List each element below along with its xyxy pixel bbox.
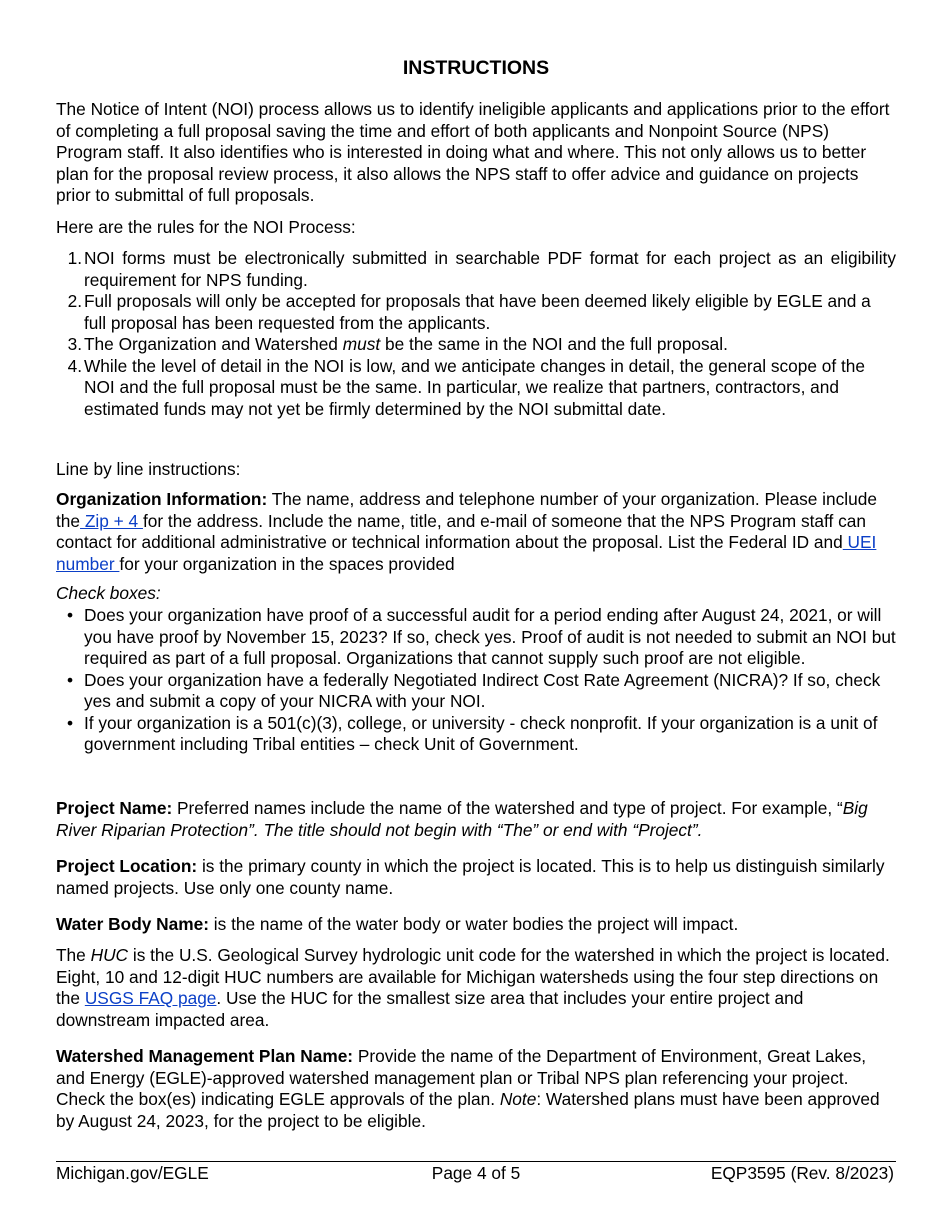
bullet-icon: • — [67, 669, 74, 690]
page-footer — [56, 1161, 896, 1183]
footer-page-number: Page 4 of 5 — [431, 1163, 521, 1183]
page-title: INSTRUCTIONS — [402, 57, 550, 79]
check-boxes-list — [56, 605, 896, 756]
check-box-text: Does your organization have proof of a successful audit for a period ending after August 24, 2021, or will you have proof by November 15, 2023? If so, check yes. Proof of audit is not needed to submit an NOI but required as part of a full proposal. Organizations that cannot supply such proof are not eligible. — [84, 605, 896, 668]
check-box-item — [56, 605, 896, 670]
project-location-paragraph: Project Location: is the primary county in which the project is located. This is to help us distinguish similarly named projects. Use only one county name. — [56, 856, 885, 898]
check-box-text: Does your organization have a federally Negotiated Indirect Cost Rate Agreement (NICRA)? If so, check yes and submit a copy of your NICRA with your NOI. — [84, 669, 881, 711]
organization-info-label: Organization Information: — [56, 489, 268, 509]
huc-paragraph: The HUC is the U.S. Geological Survey hydrologic unit code for the watershed in which the project is located. Eight, 10 and 12-digit HUC numbers are available for Michigan watersheds using the four step directions on the USGS FAQ page. Use the HUC for the smallest size area that includes your entire project and downstream impacted area. — [56, 945, 890, 1030]
rules-list — [56, 248, 896, 420]
zip-plus-4-link[interactable]: Zip + 4 — [80, 510, 143, 531]
watershed-plan-paragraph: Watershed Management Plan Name: Provide the name of the Department of Environment, Great Lakes, and Energy (EGLE)-approved watershed management plan or Tribal NPS plan referencing your project. Check the box(es) indicating EGLE approvals of the plan. Note: Watershed plans must have been approved by August 24, 2023, for the project to be eligible. — [56, 1046, 880, 1131]
bullet-icon: • — [67, 712, 74, 733]
must-emphasis: must — [342, 334, 381, 354]
rule-text: Full proposals will only be accepted for proposals that have been deemed likely eligible by EGLE and a full proposal has been requested from the applicants. — [84, 291, 871, 333]
organization-info-paragraph: Organization Information: The name, address and telephone number of your organization. Please include the Zip + 4 for the address. Include the name, title, and e-mail of someone that the NPS Program staff can contact for additional administrative or technical information about the proposal. List the Federal ID and UEI number for your organization in the spaces provided — [56, 489, 877, 574]
line-by-line-heading: Line by line instructions: — [56, 459, 241, 479]
rule-number: 1. — [67, 248, 82, 268]
check-box-item — [56, 713, 896, 756]
intro-paragraph: The Notice of Intent (NOI) process allows us to identify ineligible applicants and applications prior to the effort of completing a full proposal saving the time and effort of both applicants and Nonpoint Source (NPS) Program staff. It also identifies who is interested in doing what and where. This not only allows us to better plan for the proposal review process, it also allows the NPS staff to offer advice and guidance on projects prior to submittal of full proposals. — [56, 99, 890, 205]
rule-number: 3. — [67, 334, 82, 354]
uei-number-link[interactable]: UEI number — [56, 532, 877, 574]
note-label: Note — [499, 1089, 537, 1109]
footer-website: Michigan.gov/EGLE — [56, 1163, 209, 1183]
water-body-label: Water Body Name: — [56, 914, 209, 934]
check-box-text: If your organization is a 501(c)(3), college, or university - check nonprofit. If your organization is a unit of government including Tribal entities – check Unit of Government. — [84, 712, 878, 754]
rule-item — [56, 248, 896, 291]
rule-item — [56, 356, 896, 421]
rule-item — [56, 291, 896, 334]
project-location-label: Project Location: — [56, 856, 198, 876]
bullet-icon: • — [67, 605, 74, 625]
check-boxes-heading: Check boxes: — [56, 583, 161, 603]
water-body-paragraph: Water Body Name: is the name of the water body or water bodies the project will impact. — [56, 914, 739, 934]
footer-form-id: EQP3595 (Rev. 8/2023) — [710, 1163, 894, 1183]
rule-text: NOI forms must be electronically submitted in searchable PDF format for each project as an eligibility requirement for NPS funding. — [84, 248, 896, 290]
watershed-plan-label: Watershed Management Plan Name: — [56, 1046, 354, 1066]
rule-item — [56, 334, 896, 356]
rule-number: 2. — [67, 291, 82, 311]
project-name-paragraph: Project Name: Preferred names include the name of the watershed and type of project. For example, “Big River Riparian Protection”. The title should not begin with “The” or end with “Project”. — [56, 798, 868, 840]
check-box-item — [56, 670, 896, 713]
usgs-faq-link[interactable]: USGS FAQ page — [84, 988, 217, 1008]
rule-text: While the level of detail in the NOI is low, and we anticipate changes in detail, the general scope of the NOI and the full proposal must be the same. In particular, we realize that partners, contractors, and estimated funds may not yet be firmly determined by the NOI submittal date. — [84, 355, 866, 419]
rule-text: The Organization and Watershed must be the same in the NOI and the full proposal. — [84, 334, 728, 354]
rules-heading: Here are the rules for the NOI Process: — [56, 217, 356, 237]
rule-number: 4. — [67, 355, 82, 376]
project-name-label: Project Name: — [56, 798, 173, 818]
